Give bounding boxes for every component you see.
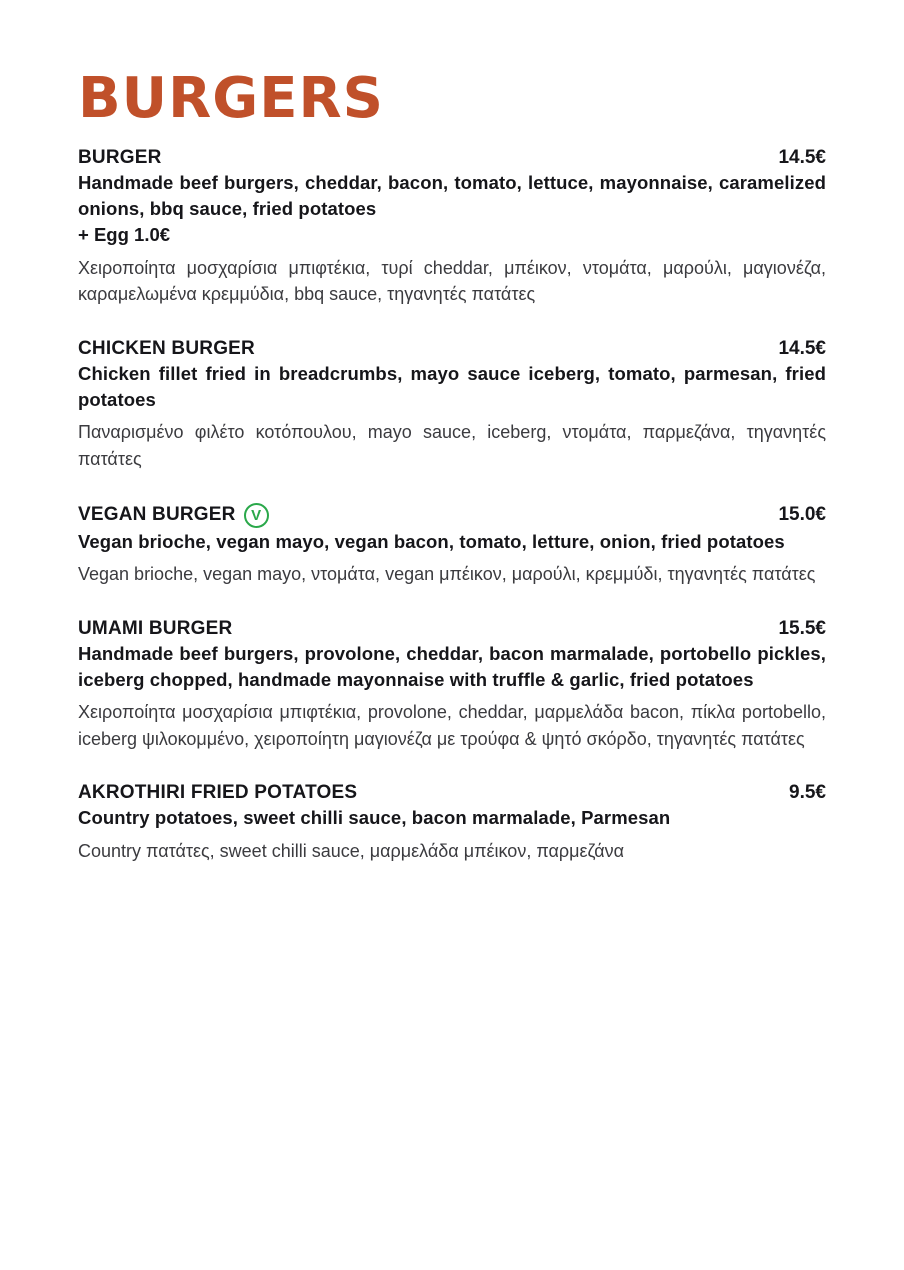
menu-item-header [78, 503, 826, 528]
menu-item-name: UMAMI BURGER [78, 617, 233, 639]
menu-item-name-wrap [78, 503, 269, 528]
menu-item [78, 147, 826, 308]
menu-item-name: CHICKEN BURGER [78, 337, 255, 359]
spacer [78, 473, 826, 503]
menu-item-description-gr: Χειροποίητα μοσχαρίσια μπιφτέκια, τυρί cheddar, μπέικον, ντομάτα, μαρούλι, μαγιονέζα, καραμελωμένα κρεμμύδια, bbq sauce, τηγανητές πατάτες [78, 257, 826, 305]
menu-item-name-wrap [78, 618, 232, 640]
menu-item-name-wrap [78, 338, 255, 360]
menu-item-description-gr: Vegan brioche, vegan mayo, ντομάτα, vegan μπέικον, μαρούλι, κρεμμύδι, τηγανητές πατάτες [78, 563, 816, 584]
menu-item-price: 9.5€ [789, 782, 826, 804]
menu-item-name: BURGER [78, 146, 162, 168]
menu-item-description-en: Chicken fillet fried in breadcrumbs, mayo sauce iceberg, tomato, parmesan, fried potatoes [78, 362, 826, 411]
spacer [78, 308, 826, 338]
menu-item [78, 338, 826, 473]
menu-item [78, 782, 826, 864]
menu-item-description-en: Handmade beef burgers, cheddar, bacon, tomato, lettuce, mayonnaise, caramelized onions, bbq sauce, fried potatoes [78, 171, 826, 220]
menu-item-addon: + Egg 1.0€ [78, 224, 171, 246]
menu-item-name: AKROTHIRI FRIED POTATOES [78, 782, 358, 804]
menu-item-description-gr: Παναρισμένο φιλέτο κοτόπουλου, mayo sauce, iceberg, ντομάτα, παρμεζάνα, τηγανητές πατάτες [78, 422, 826, 469]
menu-item-description-en: Vegan brioche, vegan mayo, vegan bacon, tomato, letture, onion, fried potatoes [78, 530, 785, 552]
menu-item-name: VEGAN BURGER [78, 504, 236, 526]
menu-item-price: 15.0€ [778, 504, 826, 526]
menu-item-price: 14.5€ [778, 146, 826, 168]
spacer [78, 752, 826, 782]
menu-item-header [78, 618, 826, 640]
menu-section-burgers [78, 147, 826, 864]
menu-item [78, 503, 826, 588]
menu-item-description-en: Country potatoes, sweet chilli sauce, bacon marmalade, Parmesan [78, 807, 671, 829]
menu-item-header [78, 147, 826, 169]
menu-item-description-gr: Χειροποίητα μοσχαρίσια μπιφτέκια, provolone, cheddar, μαρμελάδα bacon, πίκλα portobello, iceberg ψιλοκομμένο, χειροποίητη μαγιονέζα με τρούφα & ψητό σκόρδο, τηγανητές πατάτες [78, 702, 826, 749]
spacer [78, 588, 826, 618]
page-title: BURGERS [78, 66, 384, 131]
menu-item-price: 15.5€ [778, 617, 826, 639]
vegan-icon: V [244, 503, 269, 528]
menu-item-name-wrap [78, 782, 357, 804]
menu-item-price: 14.5€ [778, 337, 826, 359]
menu-item-description-en: Handmade beef burgers, provolone, cheddar, bacon marmalade, portobello pickles, iceberg chopped, handmade mayonnaise with truffle & garlic, fried potatoes [78, 642, 826, 690]
menu-item-header [78, 782, 826, 804]
menu-item-description-gr: Country πατάτες, sweet chilli sauce, μαρμελάδα μπέικον, παρμεζάνα [78, 840, 625, 861]
menu-item [78, 618, 826, 753]
menu-item-name-wrap [78, 147, 162, 169]
menu-item-header [78, 338, 826, 360]
